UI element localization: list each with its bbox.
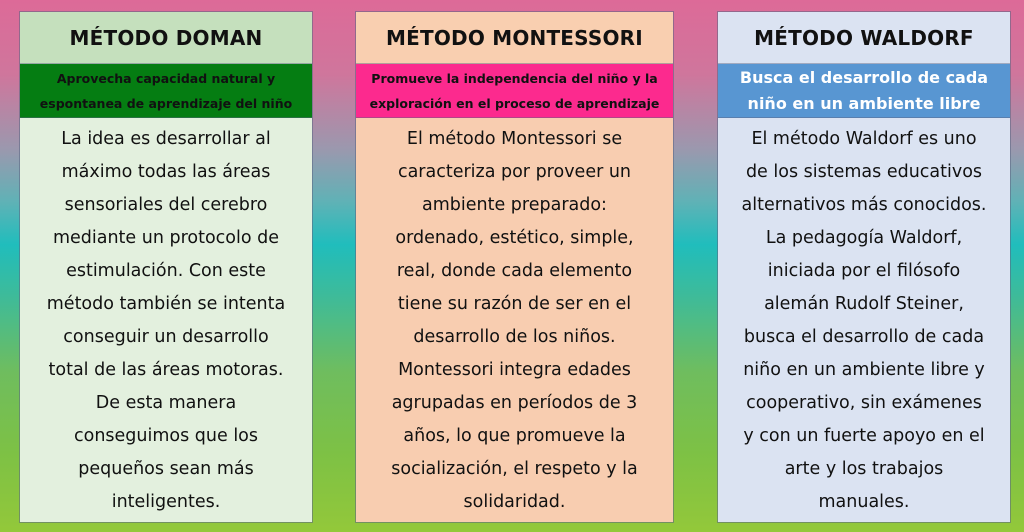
body-line: Montessori integra edades [398,360,631,380]
body-line: solidaridad. [463,492,566,512]
body-line: caracteriza por proveer un [397,162,632,182]
body-line: total de las áreas motoras. [48,360,284,380]
card-montessori-method [355,11,674,523]
card-body [20,118,312,522]
body-line: tiene su razón de ser en el [397,294,632,314]
card-subtitle [20,64,312,118]
card-waldorf-method [717,11,1011,523]
subtitle-line: espontanea de aprendizaje del niño [39,95,293,111]
body-line: socialización, el respeto y la [391,459,638,479]
body-line: busca el desarrollo de cada [743,327,985,347]
card-body [718,118,1010,522]
body-line: estimulación. Con este [66,261,266,281]
subtitle-line: Aprovecha capacidad natural y [56,70,276,86]
body-line: conseguir un desarrollo [63,327,269,347]
card-title: MÉTODO MONTESSORI [356,12,673,64]
body-line: La pedagogía Waldorf, [765,228,963,248]
body-line: inteligentes. [111,492,221,512]
card-subtitle [356,64,673,118]
body-line: real, donde cada elemento [396,261,633,281]
body-line: sensoriales del cerebro [64,195,268,215]
body-line: y con un fuerte apoyo en el [743,426,985,446]
body-line: método también se intenta [46,294,286,314]
card-body [356,118,673,522]
body-line: De esta manera [95,393,237,413]
body-line: El método Montessori se [406,129,623,149]
subtitle-line: exploración en el proceso de aprendizaje [369,95,660,111]
card-title: MÉTODO DOMAN [20,12,312,64]
subtitle-line: Promueve la independencia del niño y la [371,70,658,86]
body-line: El método Waldorf es uno [751,129,977,149]
body-line: pequeños sean más [78,459,254,479]
body-line: alemán Rudolf Steiner, [764,294,964,314]
body-line: conseguimos que los [73,426,258,446]
card-title: MÉTODO WALDORF [718,12,1010,64]
body-line: niño en un ambiente libre y [743,360,985,380]
body-line: cooperativo, sin exámenes [746,393,982,413]
body-line: manuales. [818,492,910,512]
body-line: mediante un protocolo de [52,228,280,248]
body-line: desarrollo de los niños. [413,327,616,347]
subtitle-line: Busca el desarrollo de cada [739,67,989,87]
body-line: alternativos más conocidos. [741,195,987,215]
body-line: ordenado, estético, simple, [395,228,634,248]
body-line: de los sistemas educativos [745,162,983,182]
body-line: iniciada por el filósofo [767,261,961,281]
body-line: arte y los trabajos [784,459,944,479]
body-line: La idea es desarrollar al [61,129,271,149]
body-line: años, lo que promueve la [403,426,626,446]
body-line: ambiente preparado: [422,195,607,215]
subtitle-line: niño en un ambiente libre [747,93,981,113]
body-line: agrupadas en períodos de 3 [391,393,638,413]
card-subtitle [718,64,1010,118]
card-doman-method [19,11,313,523]
body-line: máximo todas las áreas [61,162,271,182]
